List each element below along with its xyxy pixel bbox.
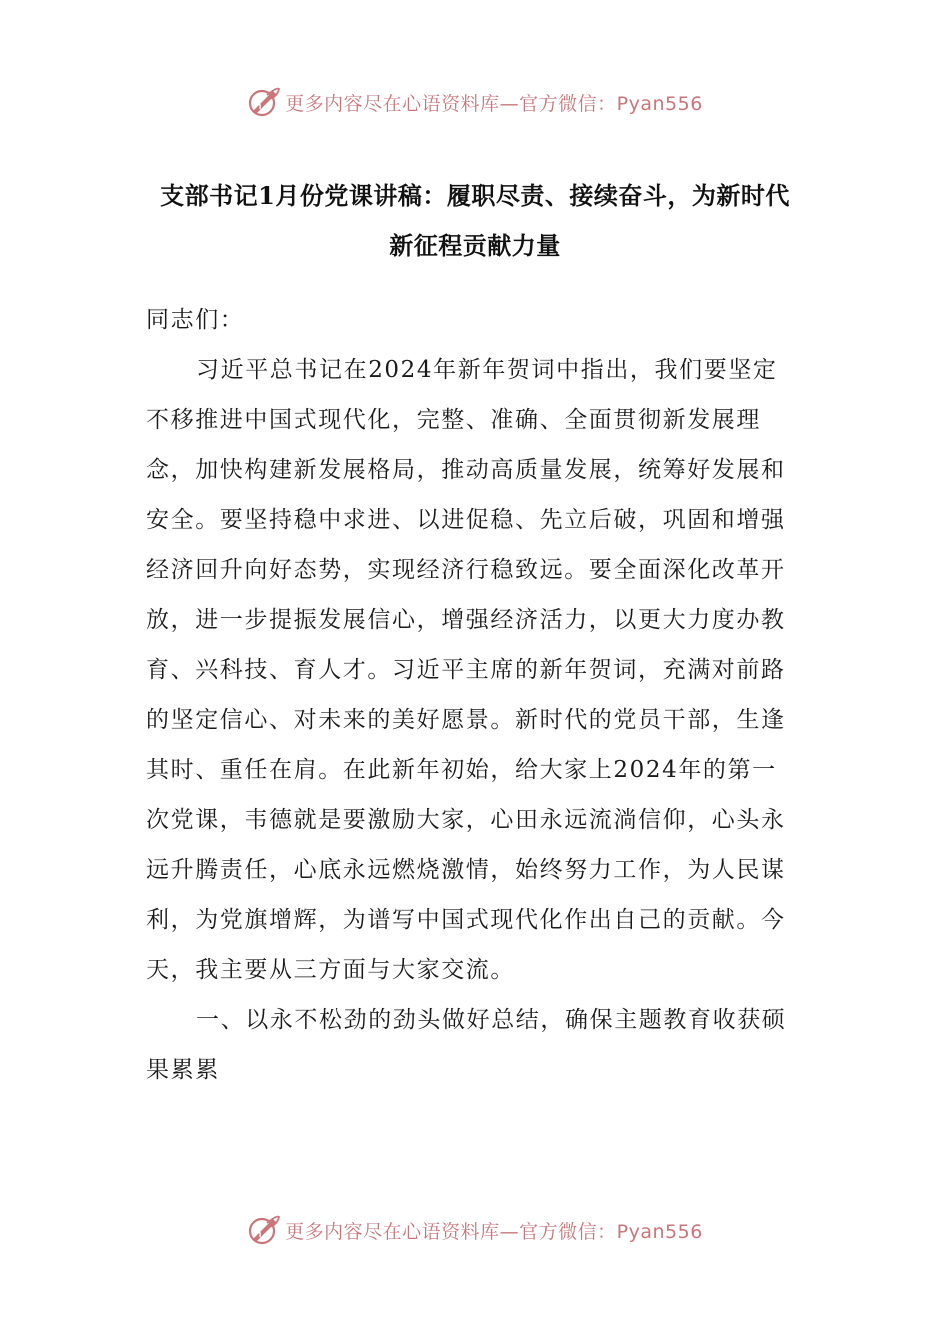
document-body [146,295,796,1095]
document-title-line-2: 新征程贡献力量 [389,231,561,260]
salutation: 同志们： [146,307,245,333]
quill-pen-logo-icon [247,85,281,119]
body-paragraph: 习近平总书记在2024年新年贺词中指出，我们要坚定不移推进中国式现代化，完整、准确、全面贯彻新发展理念，加快构建新发展格局，推动高质量发展，统筹好发展和安全。要坚持稳中求进、以进促稳、先立后破，巩固和增强经济回升向好态势，实现经济行稳致远。要全面深化改革开放，进一步提振发展信心，增强经济活力，以更大力度办教育、兴科技、育人才。习近平主席的新年贺词，充满对前路的坚定信心、对未来的美好愿景。新时代的党员干部，生逢其时、重任在肩。在此新年初始，给大家上2024年的第一次党课，韦德就是要激励大家，心田永远流淌信仰，心头永远升腾责任，心底永远燃烧激情，始终努力工作，为人民谋利，为党旗增辉，为谱写中国式现代化作出自己的贡献。今天，我主要从三方面与大家交流。 [146,357,786,983]
watermark-text: 更多内容尽在心语资料库—官方微信：Pyan556 [285,1220,703,1243]
watermark-wechat-id: Pyan556 [616,1220,703,1243]
quill-pen-logo-icon [247,1213,281,1247]
watermark-text: 更多内容尽在心语资料库—官方微信：Pyan556 [285,92,703,115]
document-title-line-1: 支部书记1月份党课讲稿：履职尽责、接续奋斗，为新时代 [160,181,790,210]
footer-watermark [0,1210,950,1250]
header-watermark [0,82,950,122]
section-heading: 一、以永不松劲的劲头做好总结，确保主题教育收获硕果累累 [146,1007,787,1083]
watermark-wechat-id: Pyan556 [616,92,703,115]
